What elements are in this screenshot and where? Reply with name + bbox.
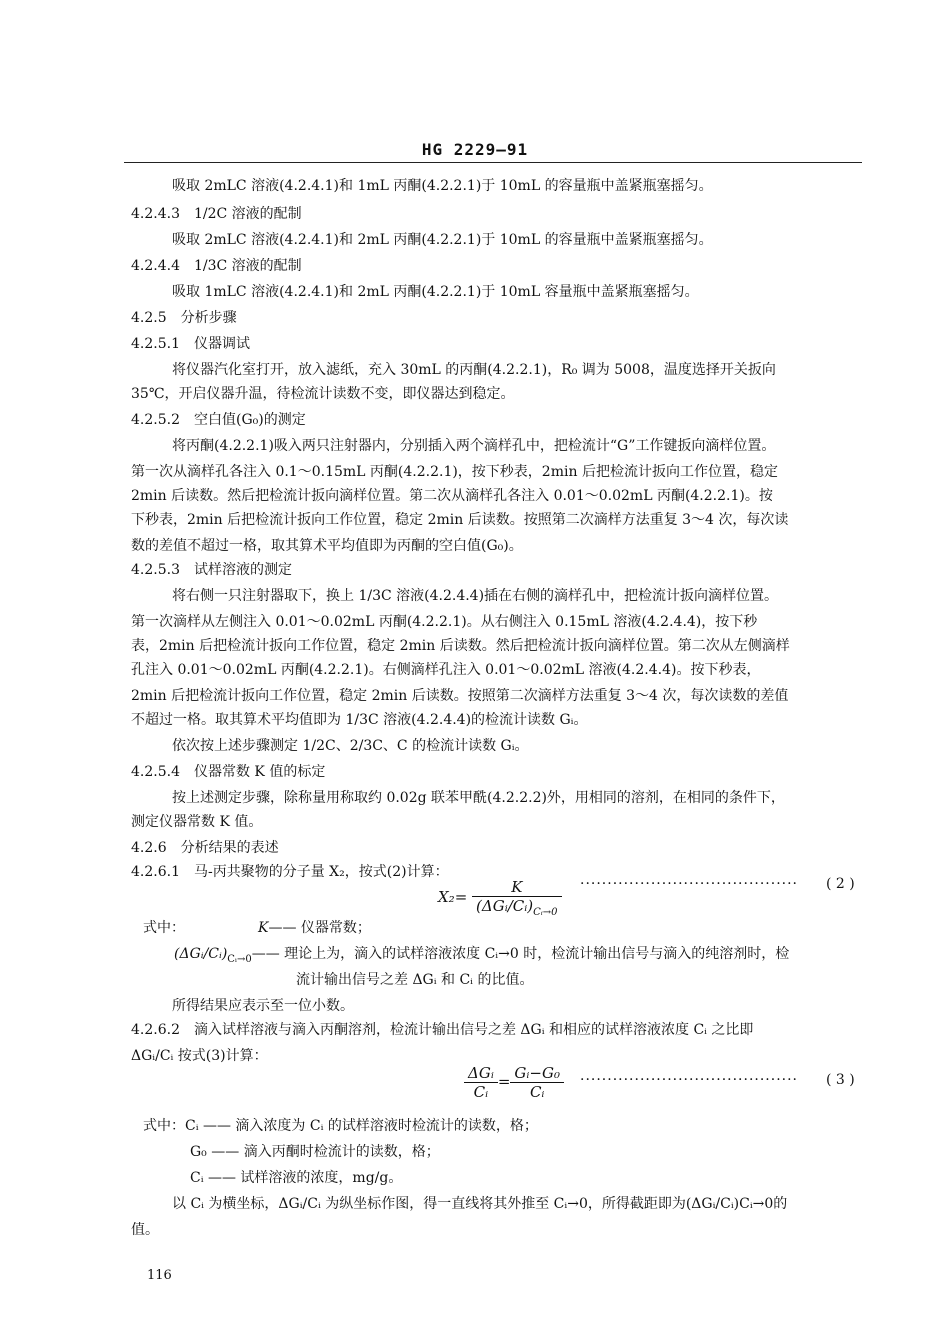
where-line: Cᵢ —— 试样溶液的浓度，mg/g。 [190, 1170, 403, 1186]
formula-2 [438, 878, 562, 918]
where-intro: 式中： [143, 920, 185, 936]
section-heading: 4.2.5.1 仪器调试 [131, 336, 250, 352]
where-k-desc: —— 仪器常数； [268, 920, 371, 936]
formula-2-numerator: K [472, 878, 562, 897]
section-heading: 4.2.5.3 试样溶液的测定 [131, 562, 292, 578]
formula-3-lhs-den: Cᵢ [473, 1083, 489, 1101]
text-line: 不超过一格。取其算术平均值即为 1/3C 溶液(4.2.4.4)的检流计读数 Gᵢ。 [131, 712, 588, 728]
formula-3 [464, 1064, 564, 1101]
equation-number-2: ( 2 ) [826, 876, 855, 892]
formula-2-lhs: X₂= [438, 888, 468, 906]
text-line: 35℃，开启仪器升温，待检流计读数不变，即仪器达到稳定。 [131, 386, 515, 402]
section-heading: 4.2.5.4 仪器常数 K 值的标定 [131, 764, 326, 780]
text-line: 2min 后把检流计扳向工作位置，稳定 2min 后读数。按照第二次滴样方法重复 3～4 次，每次读数的差值 [131, 688, 789, 704]
equation-number-3: ( 3 ) [826, 1072, 855, 1088]
where-line: G₀ —— 滴入丙酮时检流计的读数，格； [190, 1144, 440, 1160]
text-line: 将右侧一只注射器取下，换上 1/3C 溶液(4.2.4.4)插在右侧的滴样孔中，把检流计扳向滴样位置。 [172, 588, 779, 604]
text-line: 第一次滴样从左侧注入 0.01～0.02mL 丙酮(4.2.2.1)。从右侧注入 0.15mL 溶液(4.2.4.4)，按下秒 [131, 614, 758, 630]
text-line: 将丙酮(4.2.2.1)吸入两只注射器内，分别插入两个滴样孔中，把检流计“G”工作键扳向滴样位置。 [172, 438, 776, 454]
section-heading: 4.2.5 分析步骤 [131, 310, 237, 326]
text-line: 吸取 2mLC 溶液(4.2.4.1)和 2mL 丙酮(4.2.2.1)于 10mL 的容量瓶中盖紧瓶塞摇匀。 [172, 232, 713, 248]
formula-3-lhs [464, 1064, 498, 1101]
standard-code: HG 2229—91 [421, 140, 529, 159]
text-line: 2min 后读数。然后把检流计扳向滴样位置。第二次从滴样孔各注入 0.01～0.02mL 丙酮(4.2.2.1)。按 [131, 488, 773, 504]
text-line: 表，2min 后把检流计扳向工作位置，稳定 2min 后读数。然后把检流计扳向滴样位置。第二次从左侧滴样 [131, 638, 790, 654]
where-k-row [258, 918, 371, 938]
formula-3-eq: = [497, 1072, 511, 1091]
text-line: 依次按上述步骤测定 1/2C、2/3C、C 的检流计读数 Gᵢ。 [172, 738, 529, 754]
text-line: 将仪器汽化室打开，放入滤纸，充入 30mL 的丙酮(4.2.2.1)，R₀ 调为 5008，温度选择开关扳向 [172, 362, 776, 378]
formula-2-denominator: (ΔGᵢ/Cᵢ) [476, 897, 534, 915]
header-rule [124, 162, 862, 163]
formula-2-fraction [472, 878, 562, 918]
where-line: 式中：Cᵢ —— 滴入浓度为 Cᵢ 的试样溶液时检流计的读数，格； [143, 1118, 538, 1134]
text-line: 值。 [131, 1222, 159, 1238]
page-number: 116 [147, 1268, 172, 1283]
formula-3-rhs-den: Cᵢ [529, 1083, 545, 1101]
where-ratio-symbol: (ΔGᵢ/Cᵢ) [174, 946, 228, 962]
text-line: 下秒表，2min 后把检流计扳向工作位置，稳定 2min 后读数。按照第二次滴样方法重复 3～4 次，每次读 [131, 512, 789, 528]
section-heading: 4.2.5.2 空白值(G₀)的测定 [131, 412, 306, 428]
text-line: 按上述测定步骤，除称量用称取约 0.02g 联苯甲酰(4.2.2.2)外，用相同的溶剂，在相同的条件下， [172, 790, 785, 806]
where-ratio-desc: —— 理论上为，滴入的试样溶液浓度 Cᵢ→0 时，检流计输出信号与滴入的纯溶剂时，检 [251, 946, 790, 962]
text-line: 第一次从滴样孔各注入 0.1～0.15mL 丙酮(4.2.2.1)，按下秒表，2min 后把检流计扳向工作位置，稳定 [131, 464, 778, 480]
text-line: 测定仪器常数 K 值。 [131, 814, 263, 830]
formula-3-lhs-num: ΔGᵢ [464, 1064, 498, 1083]
section-heading: 4.2.6 分析结果的表述 [131, 840, 279, 856]
dot-leader: ········································ [580, 1072, 799, 1088]
text-line: 以 Cᵢ 为横坐标，ΔGᵢ/Cᵢ 为纵坐标作图，得一直线将其外推至 Cᵢ→0，所得截距即为(ΔGᵢ/Cᵢ)Cᵢ→0的 [172, 1196, 788, 1212]
where-k-symbol: K [258, 920, 269, 936]
section-heading: 4.2.6.1 马-丙共聚物的分子量 X₂，按式(2)计算： [131, 864, 449, 880]
dot-leader: ········································ [580, 876, 799, 892]
where-ratio-row [174, 944, 789, 970]
where-ratio-sub: Cᵢ→0 [227, 953, 252, 965]
formula-3-rhs-num: Gᵢ−G₀ [510, 1064, 564, 1083]
text-line: 吸取 1mLC 溶液(4.2.4.1)和 2mL 丙酮(4.2.2.1)于 10mL 容量瓶中盖紧瓶塞摇匀。 [172, 284, 699, 300]
section-heading: 4.2.6.2 滴入试样溶液与滴入丙酮溶剂，检流计输出信号之差 ΔGᵢ 和相应的试样溶液浓度 Cᵢ 之比即 [131, 1022, 754, 1038]
formula-3-rhs [510, 1064, 564, 1101]
formula-2-denominator-sub: Cᵢ→0 [533, 907, 558, 918]
text-line: ΔGᵢ/Cᵢ 按式(3)计算： [131, 1048, 268, 1064]
text-line: 数的差值不超过一格，取其算术平均值即为丙酮的空白值(G₀)。 [131, 538, 523, 554]
text-line: 孔注入 0.01～0.02mL 丙酮(4.2.2.1)。右侧滴样孔注入 0.01～0.02mL 溶液(4.2.4.4)。按下秒表， [131, 662, 761, 678]
section-heading: 4.2.4.3 1/2C 溶液的配制 [131, 206, 302, 222]
text-line: 所得结果应表示至一位小数。 [172, 998, 354, 1014]
where-ratio-desc-cont: 流计输出信号之差 ΔGᵢ 和 Cᵢ 的比值。 [296, 972, 534, 988]
text-line: 吸取 2mLC 溶液(4.2.4.1)和 1mL 丙酮(4.2.2.1)于 10mL 的容量瓶中盖紧瓶塞摇匀。 [172, 178, 713, 194]
section-heading: 4.2.4.4 1/3C 溶液的配制 [131, 258, 302, 274]
